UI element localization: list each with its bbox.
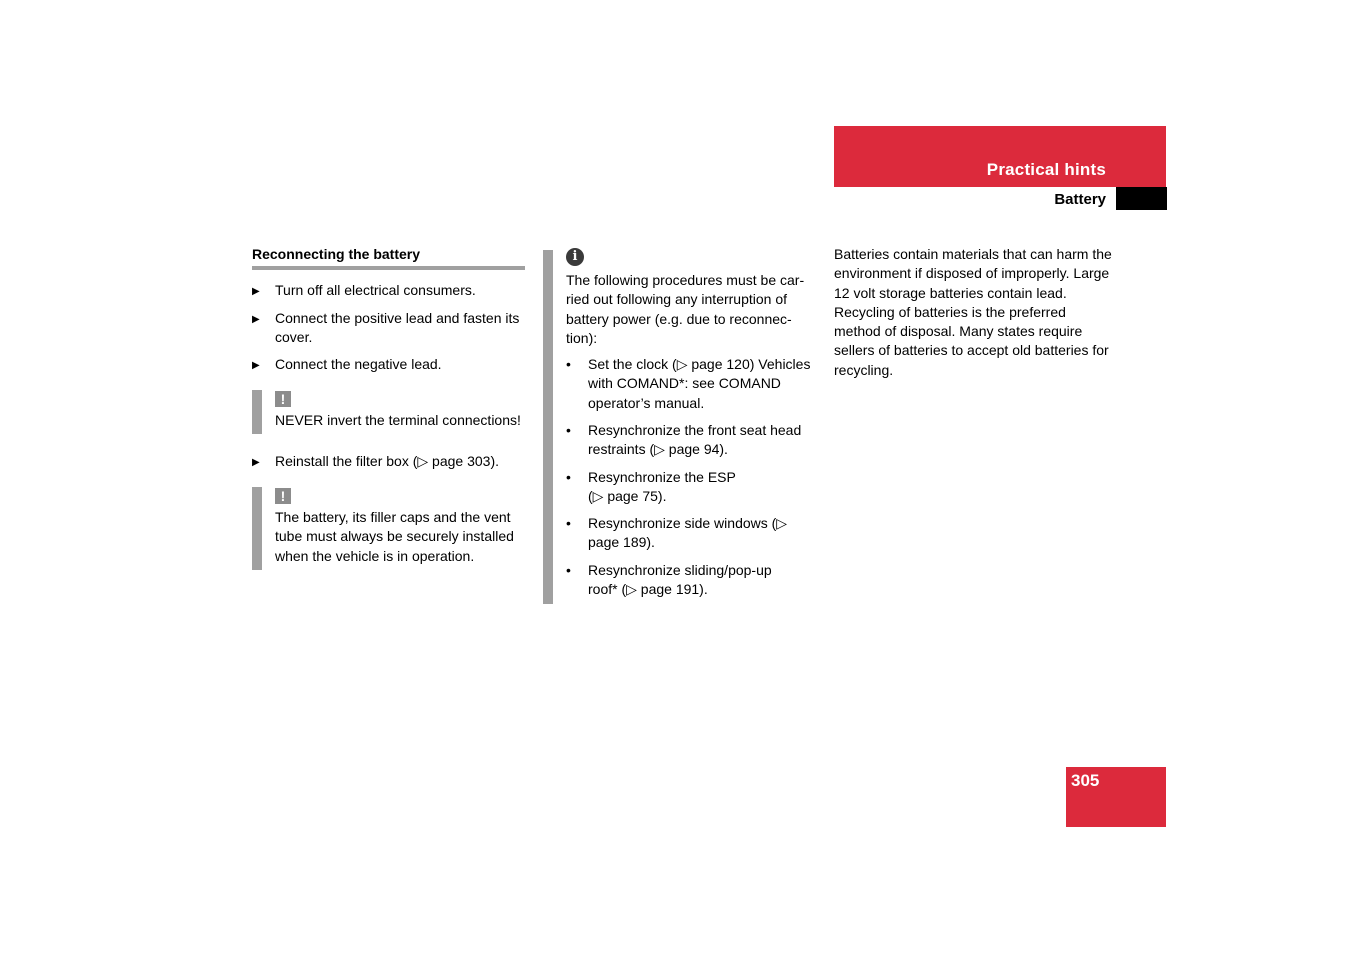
bullet-marker: •: [566, 422, 571, 438]
triangle-right-icon: ▶: [252, 286, 260, 297]
step-text: Reinstall the filter box (▷ page 303).: [275, 453, 499, 469]
section-title: Battery: [1054, 191, 1106, 208]
info-icon: i: [566, 248, 584, 266]
warning-box: [275, 390, 530, 430]
warning-bar: [252, 390, 262, 434]
triangle-right-icon: ▶: [252, 457, 260, 468]
heading-rule: [252, 266, 525, 270]
exclamation-icon: !: [275, 391, 291, 407]
warning-text: NEVER invert the terminal connections!: [275, 412, 521, 428]
list-item-text: Resynchronize sliding/pop-up roof* (▷ page 191).: [588, 562, 772, 598]
info-intro-text: The following procedures must be car-ried out following any interruption of battery power (e.g. due to reconnec-tion):: [566, 272, 805, 346]
bullet-marker: •: [566, 515, 571, 531]
exclamation-icon: !: [275, 488, 291, 504]
list-item-text: Set the clock (▷ page 120) Vehicles with COMAND*: see COMAND operator’s manual.: [588, 356, 811, 411]
list-item: [566, 468, 751, 507]
list-item-text: Resynchronize the ESP (▷ page 75).: [588, 469, 736, 505]
environment-note: Batteries contain materials that can harm the environment if disposed of improperly. Large 12 volt storage batteries contain lead. Recycling of batteries is the preferred method of disposal. Many states require sellers of batteries to accept old batteries for recycling.: [834, 246, 1112, 378]
section-tab-marker: [1116, 187, 1167, 210]
step-item: [252, 309, 527, 348]
step-text: Turn off all electrical consumers.: [275, 282, 476, 298]
list-item-text: Resynchronize the front seat head restraints (▷ page 94).: [588, 422, 802, 458]
warning-box: [275, 487, 530, 566]
bullet-marker: •: [566, 562, 571, 578]
bullet-marker: •: [566, 469, 571, 485]
bullet-marker: •: [566, 356, 571, 372]
triangle-right-icon: ▶: [252, 314, 260, 325]
step-item: [252, 355, 527, 375]
page-number: 305: [1071, 771, 1100, 790]
step-item: [252, 452, 527, 472]
chapter-title: Practical hints: [986, 160, 1106, 179]
info-bar: [543, 250, 553, 604]
warning-text: The battery, its filler caps and the vent tube must always be securely installed when the vehicle is in operation.: [275, 509, 514, 564]
list-item: [566, 355, 821, 413]
list-item: [566, 514, 791, 553]
step-item: [252, 281, 527, 301]
list-item-text: Resynchronize side windows (▷ page 189).: [588, 515, 788, 551]
triangle-right-icon: ▶: [252, 360, 260, 371]
step-text: Connect the negative lead.: [275, 356, 442, 372]
step-text: Connect the positive lead and fasten its cover.: [275, 310, 520, 346]
list-item: [566, 421, 821, 460]
section-heading: Reconnecting the battery: [252, 246, 421, 262]
list-item: [566, 561, 801, 600]
warning-bar: [252, 487, 262, 570]
